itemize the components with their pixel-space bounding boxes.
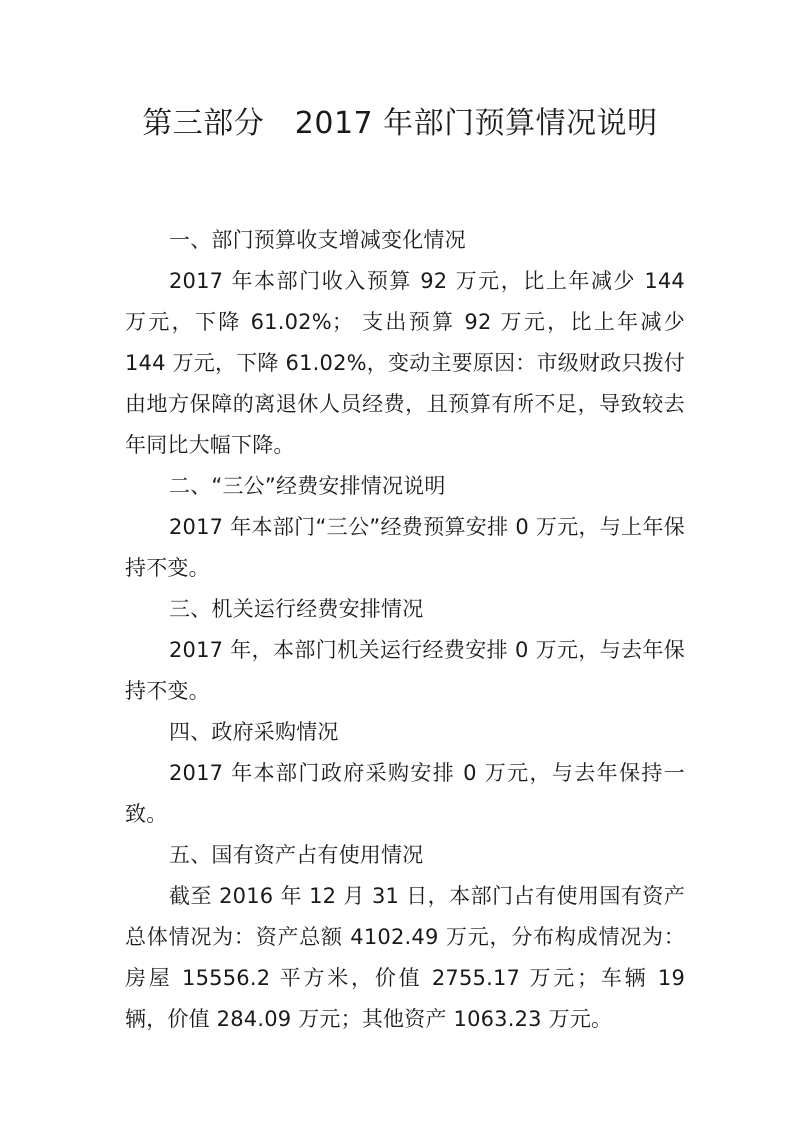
section-3-paragraph: 2017 年，本部门机关运行经费安排 0 万元，与去年保持不变。 [125, 638, 685, 703]
section-5-heading: 五、国有资产占有使用情况 [169, 843, 424, 867]
document-body [125, 220, 685, 1040]
section-5-paragraph: 截至 2016 年 12 月 31 日，本部门占有使用国有资产总体情况为：资产总额 4102.49 万元，分布构成情况为：房屋 15556.2 平方米，价值 2755.17 万元；车辆 19 辆，价值 284.09 万元；其他资产 1063.23 万元。 [125, 884, 685, 1031]
section-1-paragraph: 2017 年本部门收入预算 92 万元，比上年减少 144 万元，下降 61.02%； 支出预算 92 万元，比上年减少 144 万元，下降 61.02%，变动主要原因：市级财政只拨付由地方保障的离退休人员经费，且预算有所不足，导致较去年同比大幅下降。 [125, 269, 685, 457]
page-title: 第三部分 2017 年部门预算情况说明 [142, 106, 658, 141]
section-2-paragraph: 2017 年本部门“三公”经费预算安排 0 万元，与上年保持不变。 [125, 515, 685, 580]
section-4-heading: 四、政府采购情况 [169, 720, 339, 744]
section-1-heading: 一、部门预算收支增减变化情况 [169, 228, 466, 252]
section-4-paragraph: 2017 年本部门政府采购安排 0 万元，与去年保持一致。 [125, 761, 685, 826]
section-3-heading: 三、机关运行经费安排情况 [169, 597, 424, 621]
section-2-heading: 二、“三公”经费安排情况说明 [169, 474, 446, 498]
